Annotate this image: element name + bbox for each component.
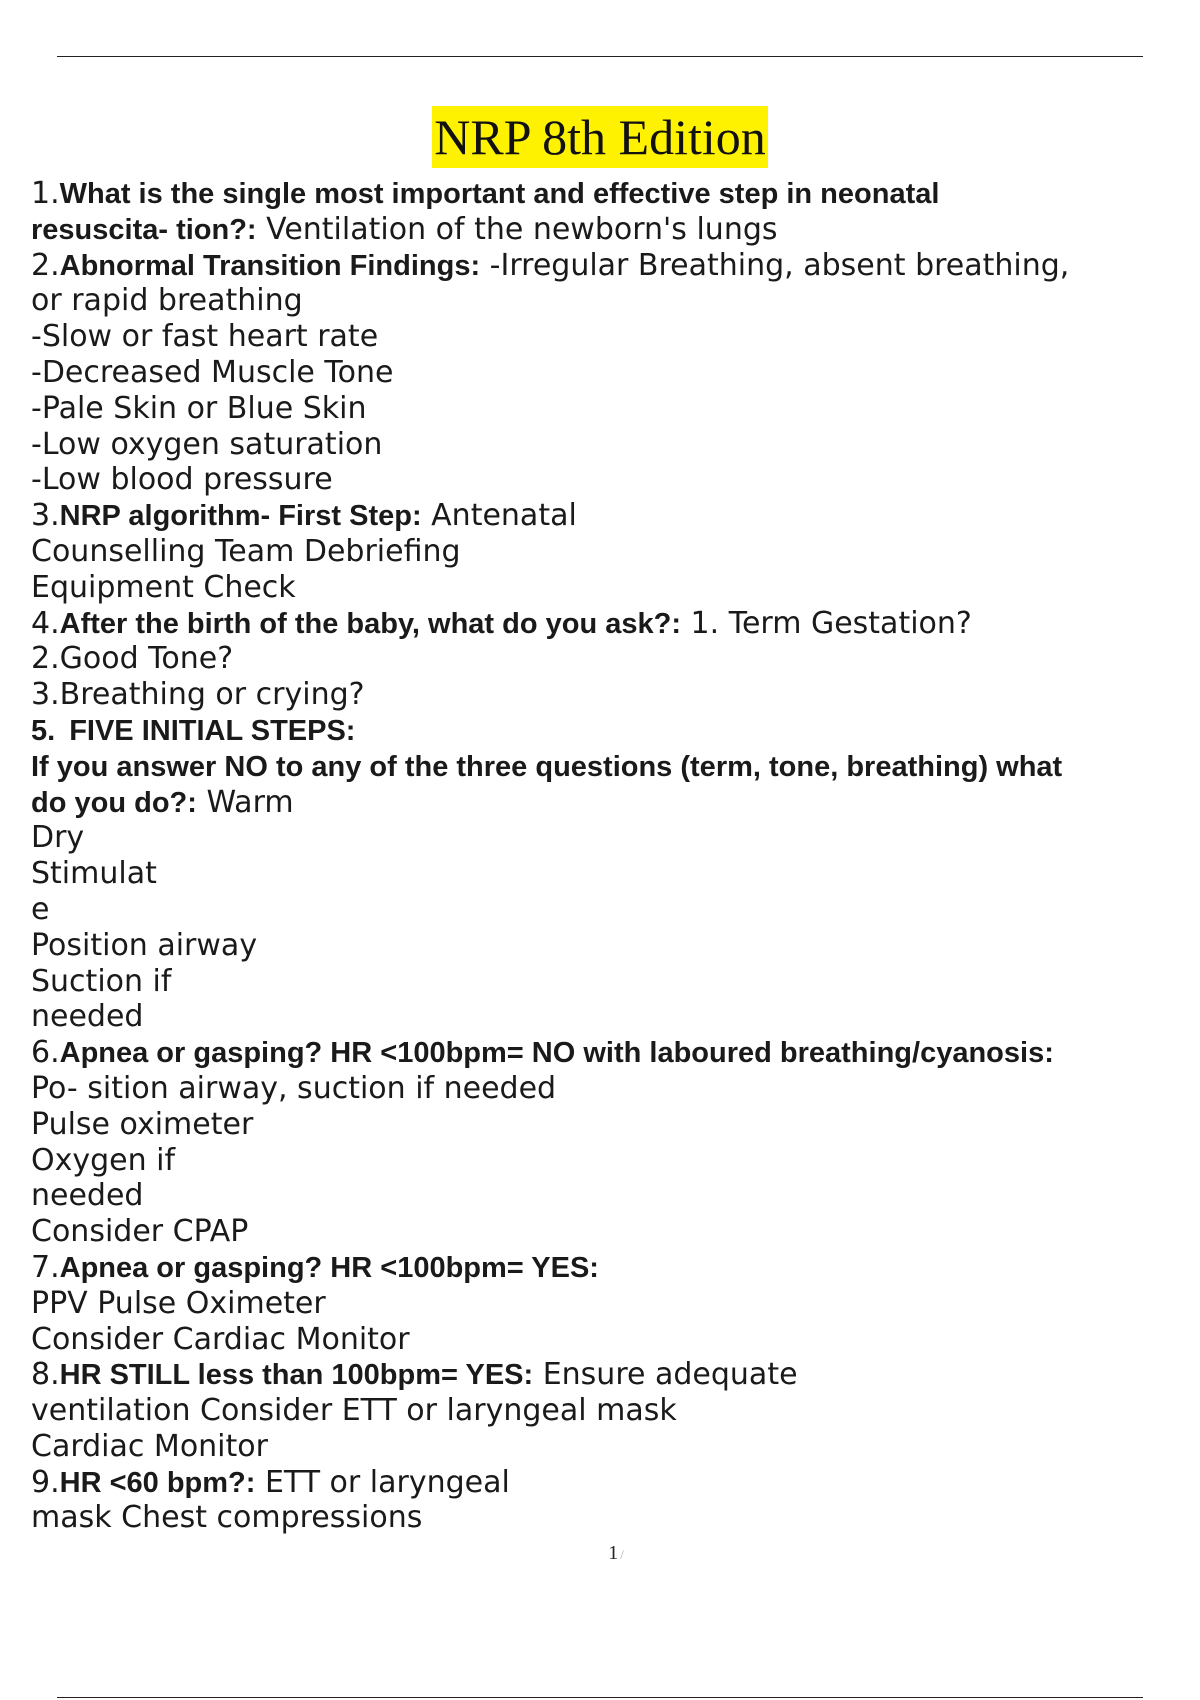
item-number: 8. (31, 1357, 60, 1393)
sub-item-number: 2. (31, 641, 60, 677)
list-item-8-line-1 (31, 1357, 1181, 1393)
answer-text: Ventilation of the newborn's lungs (256, 211, 778, 247)
question-text: What is the single most important and effective step in neonatal (59, 178, 940, 210)
answer-line: needed (31, 999, 144, 1035)
answer-line: Oxygen if (31, 1142, 176, 1178)
answer-line: needed (31, 1178, 144, 1214)
item-number: 1. (31, 176, 60, 211)
list-item-5-line-2 (31, 785, 1181, 821)
item-number: 2. (31, 247, 60, 283)
question-text: HR STILL less than 100bpm= YES: (59, 1359, 534, 1392)
answer-line: Dry (31, 820, 85, 856)
list-item-6-line-1 (31, 1035, 1181, 1071)
page-number-mark: / (620, 1547, 624, 1562)
question-text: Apnea or gasping? HR <100bpm= YES: (59, 1251, 599, 1284)
item-number: 5. (31, 714, 56, 747)
item-number: 4. (31, 605, 60, 641)
answer-text: -Irregular Breathing, absent breathing, (480, 247, 1070, 283)
list-item-7-line-1 (31, 1250, 1181, 1286)
list-item-4-line-1 (31, 606, 1181, 642)
question-text: Apnea or gasping? HR <100bpm= NO with laboured breathing/cyanosis: (59, 1037, 1054, 1070)
answer-line: Stimulat (31, 856, 157, 892)
sub-list-item (31, 641, 1181, 677)
section-heading: FIVE INITIAL STEPS: (69, 714, 356, 747)
document-body (31, 176, 1181, 1536)
answer-text: Warm (196, 784, 294, 820)
bottom-divider (57, 1697, 1143, 1698)
top-divider (57, 56, 1143, 57)
answer-line: Position airway (31, 927, 258, 963)
answer-line: Consider Cardiac Monitor (31, 1321, 410, 1357)
list-item-1-line-2 (31, 212, 1181, 248)
sub-item-text: Good Tone? (59, 641, 234, 677)
answer-line: e (31, 891, 50, 927)
question-text: If you answer NO to any of the three questions (term, tone, breathing) what (31, 750, 1063, 783)
answer-text: Antenatal (421, 498, 577, 534)
question-text: After the birth of the baby, what do you ask?: (59, 607, 682, 640)
question-text: Abnormal Transition Findings: (59, 249, 481, 282)
item-number: 3. (31, 498, 60, 534)
question-text: resuscita- tion?: (31, 213, 257, 246)
answer-line: -Decreased Muscle Tone (31, 354, 394, 390)
question-text: do you do?: (31, 786, 197, 819)
answer-line: Suction if (31, 963, 172, 999)
answer-line: or rapid breathing (31, 283, 303, 319)
answer-line: Cardiac Monitor (31, 1428, 268, 1464)
list-item-9-line-1 (31, 1465, 1181, 1501)
question-text: NRP algorithm- First Step: (59, 500, 422, 533)
document-title: NRP 8th Edition (432, 106, 768, 168)
answer-line: -Slow or fast heart rate (31, 319, 379, 355)
answer-line: Pulse oximeter (31, 1106, 254, 1142)
list-item-3-line-1 (31, 498, 1181, 534)
sub-item-text: Breathing or crying? (59, 677, 365, 713)
answer-line: -Low blood pressure (31, 462, 333, 498)
answer-line: Equipment Check (31, 569, 296, 605)
answer-line: PPV Pulse Oximeter (31, 1285, 326, 1321)
answer-text: Ensure adequate (533, 1357, 798, 1393)
answer-line: Counselling Team Debriefing (31, 533, 461, 569)
list-item-5-heading (31, 713, 1181, 749)
answer-line: ventilation Consider ETT or laryngeal mask (31, 1393, 677, 1429)
list-item-1-line-1 (31, 176, 1181, 212)
list-item-5-line-1 (31, 749, 1181, 785)
sub-list-item (31, 677, 1181, 713)
answer-line: -Pale Skin or Blue Skin (31, 390, 367, 426)
item-number: 9. (31, 1464, 60, 1500)
item-number: 6. (31, 1035, 60, 1071)
question-text: HR <60 bpm?: (59, 1466, 256, 1499)
sub-item-number: 3. (31, 677, 60, 713)
item-number: 7. (31, 1249, 60, 1285)
title-container (0, 106, 1200, 168)
answer-line: Po- sition airway, suction if needed (31, 1070, 557, 1106)
answer-text: 1. Term Gestation? (681, 605, 972, 641)
page-number (0, 1542, 1200, 1565)
answer-line: -Low oxygen saturation (31, 426, 383, 462)
answer-text: ETT or laryngeal (255, 1464, 510, 1500)
answer-line: Consider CPAP (31, 1214, 249, 1250)
page-number-value: 1 (608, 1542, 619, 1564)
list-item-2-line-1 (31, 248, 1181, 284)
answer-line: mask Chest compressions (31, 1500, 423, 1536)
